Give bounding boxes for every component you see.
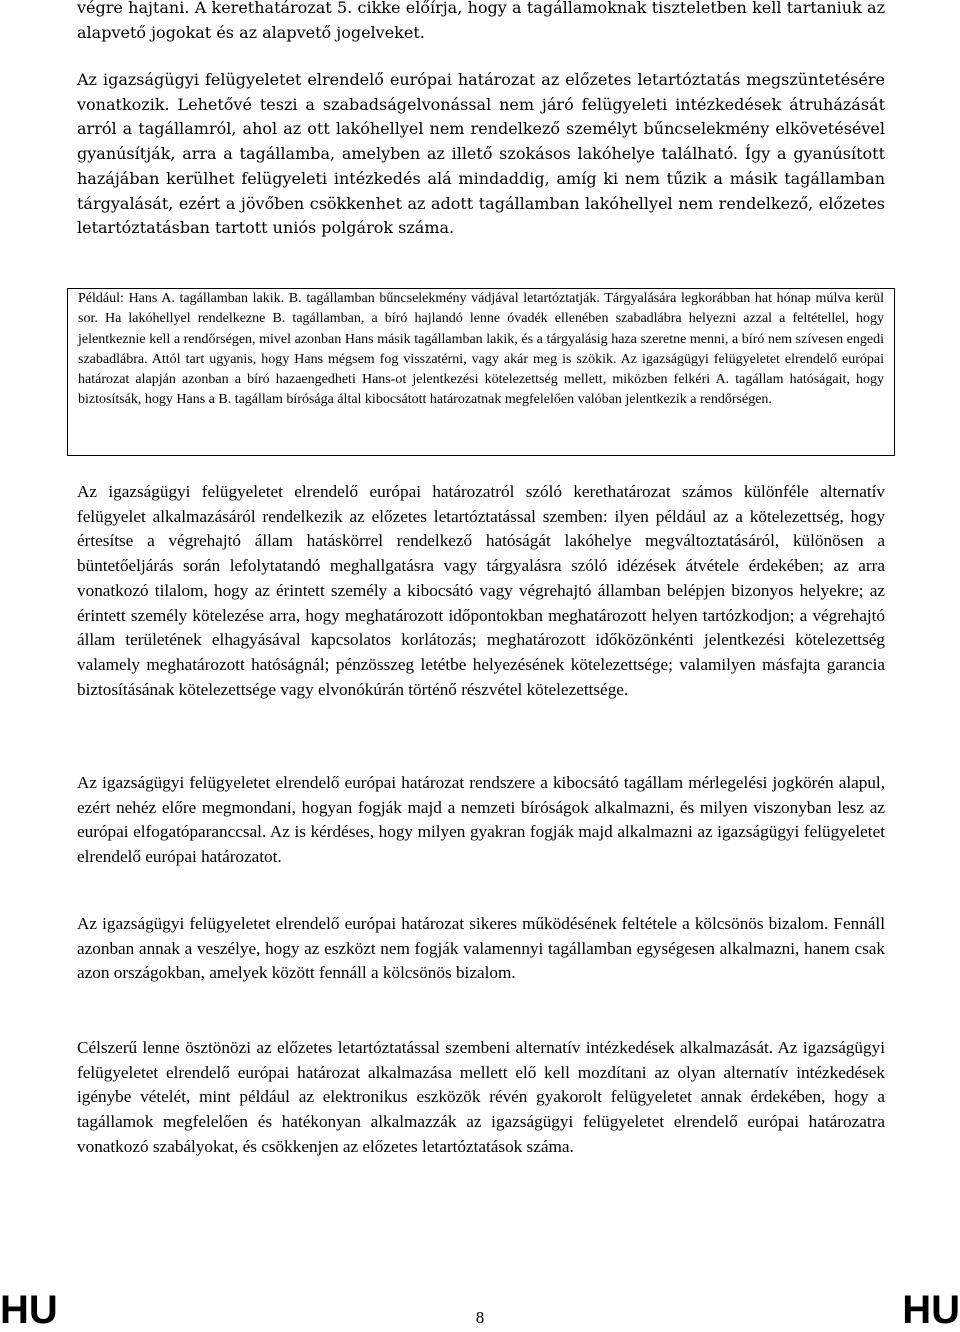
example-text: Például: Hans A. tagállamban lakik. B. tagállamban bűncselekmény vádjával letartóztatják. Tárgyalására legkorábban hat hónap múlva kerül sor. Ha lakóhellyel rendelkezne B. tagállamban, a bíró hajlandó lenne óvadék ellenében szabadlábra helyezni azzal a feltétellel, hogy jelentkeznie kell a rendőrségen, mivel azonban Hans másik tagállamban lakik, és a tárgyalásig haza szeretne menni, a bíró nem szívesen engedi szabadlábra. Attól tart ugyanis, hogy Hans mégsem fog visszatérni, vagy akár meg is szökik. Az igazságügyi felügyeletet elrendelő európai határozat alapján azonban a bíró hazaengedheti Hans-ot jelentkezési kötelezettség mellett, miközben felkéri A. tagállam hatóságait, hogy biztosítsák, hogy Hans a B. tagállam bírósága által kibocsátott határozatnak megfelelően valóban jelentkezik a rendőrségen. <box>78 291 884 408</box>
example-box <box>67 288 895 456</box>
footer-language-right: HU <box>902 1288 960 1332</box>
paragraph-mutual-trust: Az igazságügyi felügyeletet elrendelő európai határozat sikeres működésének feltétele a kölcsönös bizalom. Fennáll azonban annak a veszélye, hogy az eszközt nem fogják valamennyi tagállamban egységesen alkalmazni, hanem csak azon országokban, amelyek között fennáll a kölcsönös bizalom. <box>77 914 885 983</box>
footer-language-left: HU <box>0 1288 58 1332</box>
paragraph-recommendation: Célszerű lenne ösztönözi az előzetes letartóztatással szembeni alternatív intézkedések alkalmazását. Az igazságügyi felügyeletet elrendelő európai határozat alkalmazása mellett elő kell mozdítani az olyan alternatív intézkedések igénybe vételét, mint például az elektronikus eszközök révén gyakorolt felügyeletet annak érdekében, hogy a tagállamok megfelelően és hatékonyan alkalmazzák az igazságügyi felügyeletet elrendelő európai határozatra vonatkozó szabályokat, és csökkenjen az előzetes letartóztatások száma. <box>77 1038 885 1156</box>
page-number: 8 <box>475 1308 485 1327</box>
paragraph-supervision-order: Az igazságügyi felügyeletet elrendelő európai határozat az előzetes letartóztatás megszüntetésére vonatkozik. Lehetővé teszi a szabadságelvonással nem járó felügyeleti intézkedések átruházását arról a tagállamról, ahol az ott lakóhellyel nem rendelkező személyt bűncselekmény elkövetésével gyanúsítják, arra a tagállamba, amelyben az illető szokásos lakóhelye található. Így a gyanúsított hazájában kerülhet felügyeleti intézkedés alá mindaddig, amíg ki nem tűzik a másik tagállamban tárgyalását, ezért a jövőben csökkenhet az adott tagállamban lakóhellyel nem rendelkező, előzetes letartóztatásban tartott uniós polgárok száma. <box>77 70 885 238</box>
paragraph-discretion: Az igazságügyi felügyeletet elrendelő európai határozat rendszere a kibocsátó tagállam mérlegelési jogkörén alapul, ezért nehéz előre megmondani, hogyan fogják majd a nemzeti bíróságok alkalmazni, és milyen viszonyban lesz az európai elfogatóparanccsal. Az is kérdéses, hogy milyen gyakran fogják majd alkalmazni az igazságügyi felügyeletet elrendelő európai határozatot. <box>77 773 885 867</box>
paragraph-alternative-measures: Az igazságügyi felügyeletet elrendelő európai határozatról szóló kerethatározat számos különféle alternatív felügyelet alkalmazásáról rendelkezik az előzetes letartóztatással szemben: ilyen például az a kötelezettség, hogy értesítse a végrehajtó állam hatáskörrel rendelkező hatóságát lakóhelye megváltoztatásáról, különösen a büntetőeljárás során lefolytatandó meghallgatásra vagy tárgyalásra szóló idézések átvétele érdekében; az arra vonatkozó tilalom, hogy az érintett személy a kibocsátó vagy végrehajtó államban belépjen bizonyos helyekre; az érintett személy kötelezése arra, hogy meghatározott időpontokban meghatározott helyen tartózkodjon; a végrehajtó állam területének elhagyásával kapcsolatos korlátozás; meghatározott időközönkénti jelentkezési kötelezettség valamely meghatározott hatóságnál; pénzösszeg letétbe helyezésének kötelezettsége; valamilyen másfajta garancia biztosításának kötelezettsége vagy elvonókúrán történő részvétel kötelezettsége. <box>77 482 885 699</box>
paragraph-continuation: végre hajtani. A kerethatározat 5. cikke előírja, hogy a tagállamoknak tiszteletben kell tartaniuk az alapvető jogokat és az alapvető jogelveket. <box>77 0 885 42</box>
